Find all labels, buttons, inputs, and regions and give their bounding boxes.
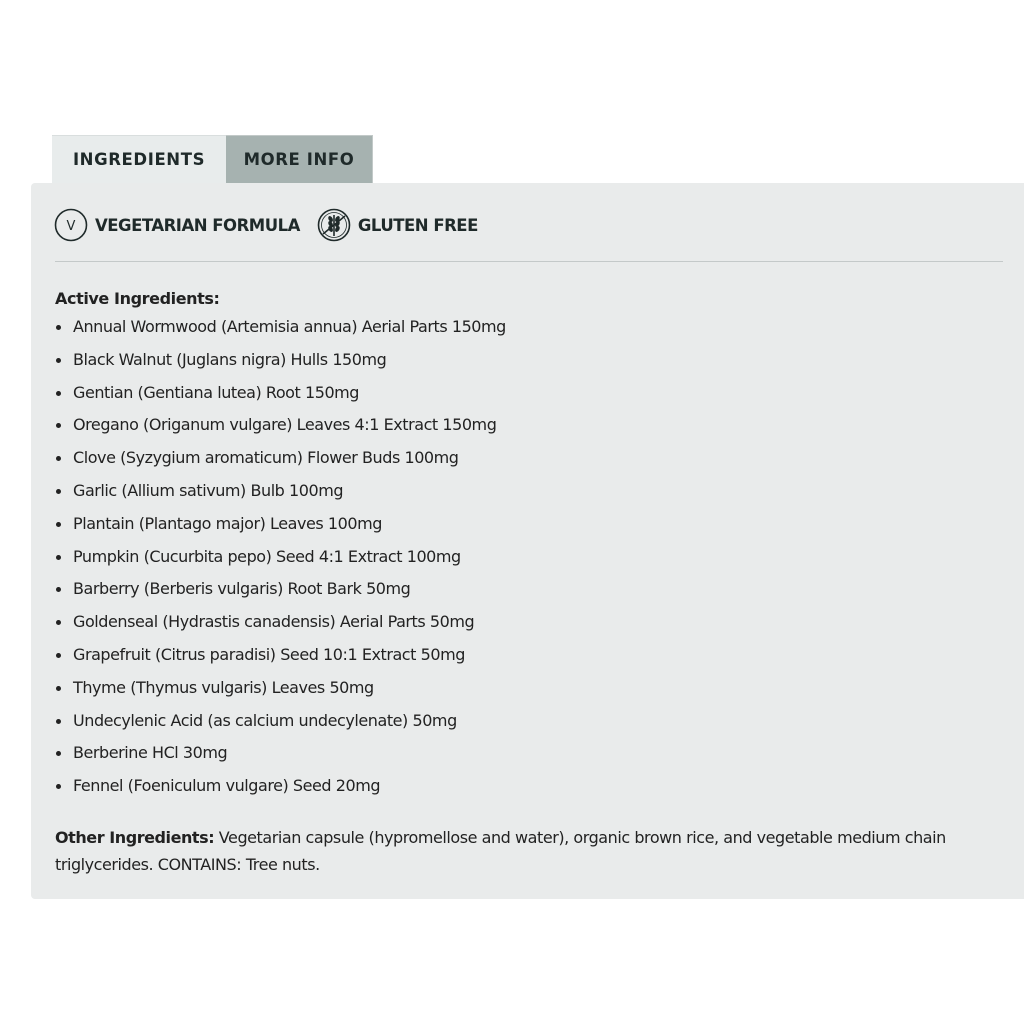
other-ingredients (55, 824, 1015, 878)
ingredients-panel (31, 183, 1024, 899)
ingredient-item: Undecylenic Acid (as calcium undecylenate) 50mg (55, 705, 506, 738)
ingredient-item: Oregano (Origanum vulgare) Leaves 4:1 Extract 150mg (55, 409, 506, 442)
gluten-free-badge (317, 208, 478, 242)
ingredient-item: Thyme (Thymus vulgaris) Leaves 50mg (55, 672, 506, 705)
ingredient-item: Pumpkin (Cucurbita pepo) Seed 4:1 Extract 100mg (55, 541, 506, 574)
vegetarian-formula-label: VEGETARIAN FORMULA (95, 215, 300, 235)
ingredient-item: Barberry (Berberis vulgaris) Root Bark 50mg (55, 573, 506, 606)
ingredient-item: Berberine HCl 30mg (55, 737, 506, 770)
tab-more-info[interactable]: MORE INFO (226, 135, 373, 183)
ingredient-item: Plantain (Plantago major) Leaves 100mg (55, 508, 506, 541)
tab-bar (52, 135, 373, 183)
other-ingredients-text: Vegetarian capsule (hypromellose and water), organic brown rice, and vegetable medium chain triglycerides. CONTAINS: Tree nuts. (55, 828, 946, 874)
wheat-icon (317, 208, 351, 242)
gluten-free-label: GLUTEN FREE (357, 215, 478, 235)
ingredient-item: Clove (Syzygium aromaticum) Flower Buds 100mg (55, 442, 506, 475)
active-ingredients-heading: Active Ingredients: (55, 289, 220, 308)
other-ingredients-label: Other Ingredients: (55, 828, 215, 847)
ingredient-item: Annual Wormwood (Artemisia annua) Aerial Parts 150mg (55, 311, 506, 344)
svg-text:V: V (66, 219, 76, 234)
badge-row (54, 206, 478, 244)
vegetarian-badge (54, 208, 300, 242)
section-divider (55, 261, 1003, 262)
ingredient-item: Gentian (Gentiana lutea) Root 150mg (55, 377, 506, 410)
ingredient-item: Fennel (Foeniculum vulgare) Seed 20mg (55, 770, 506, 803)
ingredient-item: Garlic (Allium sativum) Bulb 100mg (55, 475, 506, 508)
ingredient-item: Grapefruit (Citrus paradisi) Seed 10:1 Extract 50mg (55, 639, 506, 672)
ingredient-item: Black Walnut (Juglans nigra) Hulls 150mg (55, 344, 506, 377)
active-ingredients-list (55, 311, 506, 803)
vegetarian-v-icon (54, 208, 88, 242)
tab-ingredients[interactable]: INGREDIENTS (52, 135, 226, 183)
ingredient-item: Goldenseal (Hydrastis canadensis) Aerial Parts 50mg (55, 606, 506, 639)
